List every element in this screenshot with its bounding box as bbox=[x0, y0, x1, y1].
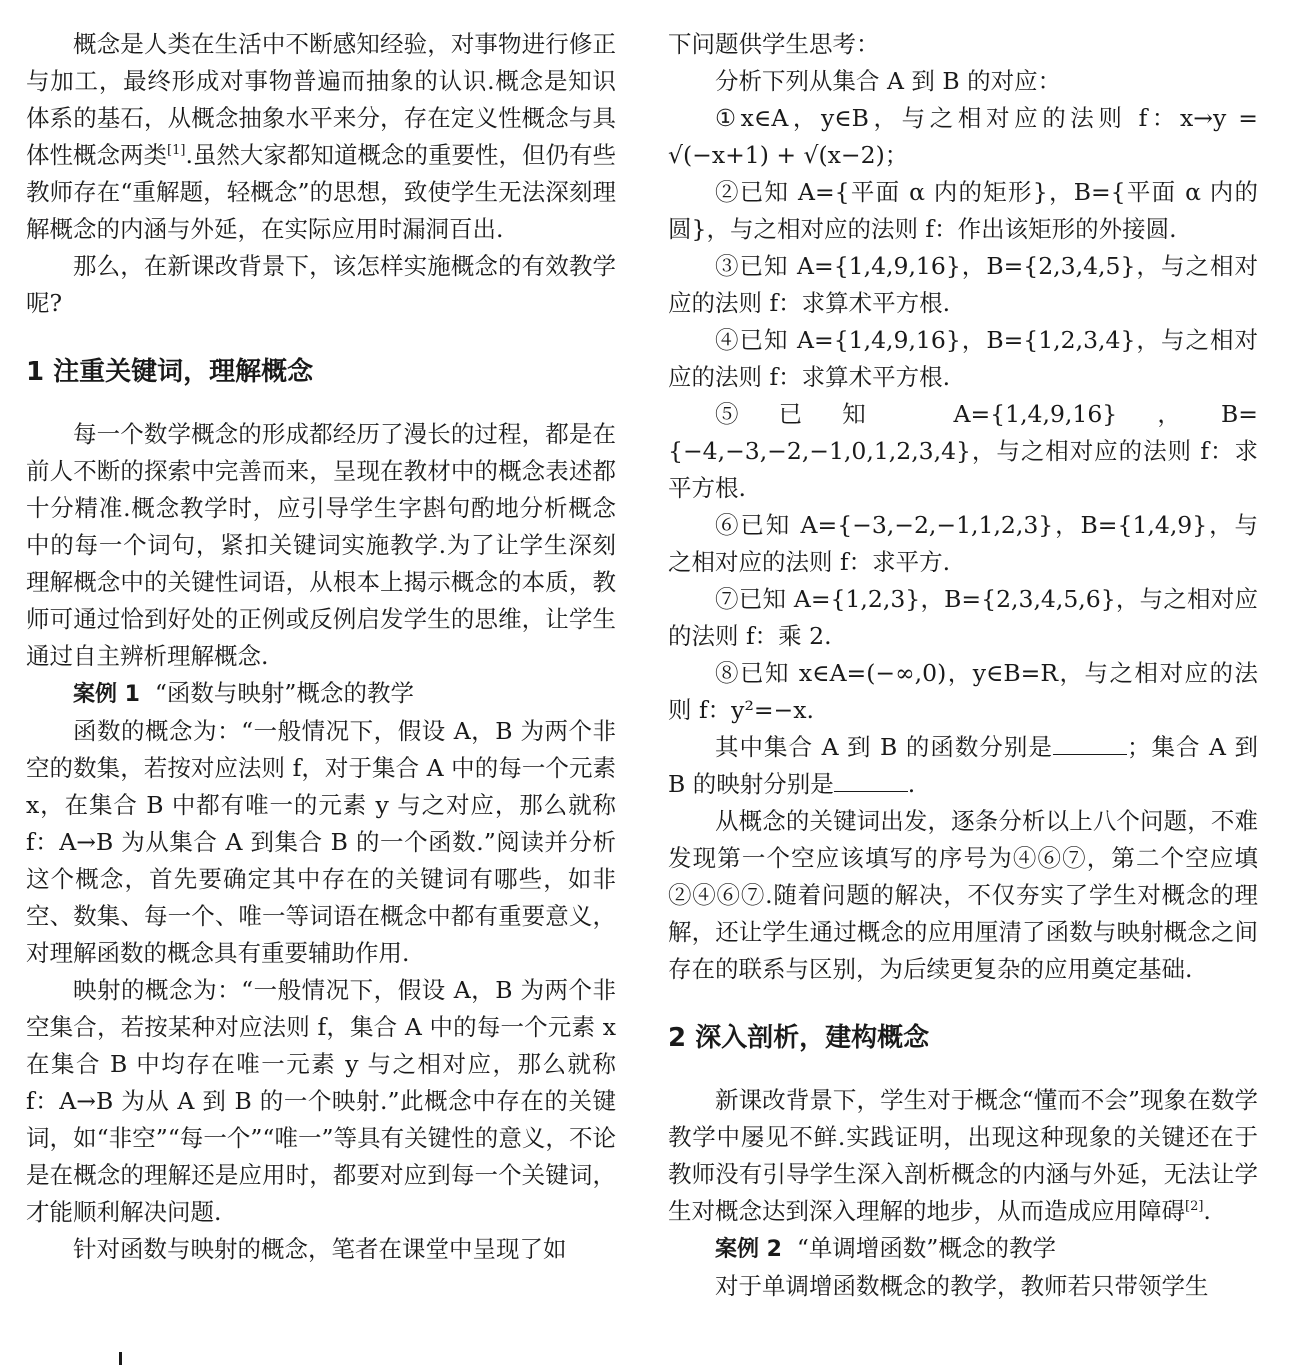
problem-5: ⑤已知 A={1,4,9,16}，B={−4,−3,−2,−1,0,1,2,3,4}，与之相对应的法则 f：求平方根. bbox=[668, 400, 1258, 502]
left-column bbox=[26, 26, 616, 1268]
case-1-label: 案例 1 bbox=[73, 682, 140, 707]
section-1-paragraph: 每一个数学概念的形成都经历了漫长的过程，都是在前人不断的探索中完善而来，呈现在教材中的概念表述都十分精准.概念教学时，应引导学生字斟句酌地分析概念中的每一个词句，紧扣关键词实施教学.为了让学生深刻理解概念中的关键性词语，从根本上揭示概念的本质，教师可通过恰到好处的正例或反例启发学生的思维，让学生通过自主辨析理解概念. bbox=[26, 420, 616, 670]
section-2-heading: 2 深入剖析，建构概念 bbox=[668, 1023, 930, 1053]
analysis-intro: 分析下列从集合 A 到 B 的对应： bbox=[715, 67, 1062, 95]
intro-text-end: .虽然大家都知道概念的重要性，但仍有些教师存在“重解题，轻概念”的思想，致使学生无法深刻理解概念的内涵与外延，在实际应用时漏洞百出. bbox=[26, 141, 616, 243]
case-2-paragraph: 对于单调增函数概念的教学，教师若只带领学生 bbox=[715, 1272, 1209, 1300]
problem-3: ③已知 A={1,4,9,16}，B={2,3,4,5}，与之相对应的法则 f：求算术平方根. bbox=[668, 252, 1258, 317]
citation-1: [1] bbox=[167, 143, 186, 159]
blank-text-2: ；集合 A 到 B 的映射分别是 bbox=[668, 733, 1258, 798]
function-concept-paragraph: 函数的概念为：“一般情况下，假设 A，B 为两个非空的数集，若按对应法则 f，对于集合 A 中的每一个元素 x，在集合 B 中都有唯一的元素 y 与之对应，那么就称 f：A→B 为从集合 A 到集合 B 的一个函数.”阅读并分析这个概念，首先要确定其中存在的关键词有哪些，如非空、数集、每一个、唯一等词语在概念中都有重要意义，对理解函数的概念具有重要辅助作用. bbox=[26, 717, 616, 967]
case-1-heading bbox=[26, 675, 616, 713]
blank-text-1: 其中集合 A 到 B 的函数分别是 bbox=[715, 733, 1053, 761]
continued-paragraph: 下问题供学生思考： bbox=[668, 30, 880, 58]
page-edge-mark bbox=[119, 1352, 122, 1365]
section-2-paragraph bbox=[668, 1082, 1258, 1230]
intro-text: 概念是人类在生活中不断感知经验，对事物进行修正与加工，最终形成对事物普遍而抽象的认识.概念是知识体系的基石，从概念抽象水平来分，存在定义性概念与具体性概念两类 bbox=[26, 30, 616, 169]
section-1-heading: 1 注重关键词，理解概念 bbox=[26, 357, 314, 387]
citation-2: [2] bbox=[1185, 1199, 1204, 1215]
problem-2: ②已知 A={平面 α 内的矩形}，B={平面 α 内的圆}，与之相对应的法则 f：作出该矩形的外接圆. bbox=[668, 178, 1258, 243]
problem-4: ④已知 A={1,4,9,16}，B={1,2,3,4}，与之相对应的法则 f：求算术平方根. bbox=[668, 326, 1258, 391]
section-2-text-end: . bbox=[1203, 1197, 1211, 1225]
problem-6: ⑥已知 A={−3,−2,−1,1,2,3}，B={1,4,9}，与之相对应的法则 f：求平方. bbox=[668, 511, 1258, 576]
transition-paragraph: 针对函数与映射的概念，笔者在课堂中呈现了如 bbox=[73, 1235, 567, 1263]
section-2-text: 新课改背景下，学生对于概念“懂而不会”现象在数学教学中屡见不鲜.实践证明，出现这种现象的关键还在于教师没有引导学生深入剖析概念的内涵与外延，无法让学生对概念达到深入理解的地步，从而造成应用障碍 bbox=[668, 1086, 1258, 1225]
case-2-heading bbox=[668, 1230, 1258, 1268]
fill-blank-question bbox=[668, 729, 1258, 803]
case-1-title: “函数与映射”概念的教学 bbox=[154, 679, 414, 707]
problem-1: ①x∈A，y∈B，与之相对应的法则 f：x→y = √(−x+1) + √(x−2)； bbox=[668, 104, 1258, 169]
case-2-title: “单调增函数”概念的教学 bbox=[796, 1234, 1056, 1262]
question-paragraph: 那么，在新课改背景下，该怎样实施概念的有效教学呢? bbox=[26, 252, 616, 317]
mapping-concept-paragraph: 映射的概念为：“一般情况下，假设 A，B 为两个非空集合，若按某种对应法则 f，集合 A 中的每一个元素 x 在集合 B 中均存在唯一元素 y 与之相对应，那么就称 f：A→B 为从 A 到 B 的一个映射.”此概念中存在的关键词，如“非空”“每一个”“唯一”等具有关键性的意义，不论是在概念的理解还是应用时，都要对应到每一个关键词，才能顺利解决问题. bbox=[26, 976, 616, 1226]
problem-7: ⑦已知 A={1,2,3}，B={2,3,4,5,6}，与之相对应的法则 f：乘 2. bbox=[668, 585, 1258, 650]
problem-8: ⑧已知 x∈A=(−∞,0)，y∈B=R，与之相对应的法则 f：y²=−x. bbox=[668, 659, 1258, 724]
intro-paragraph bbox=[26, 26, 616, 248]
analysis-paragraph: 从概念的关键词出发，逐条分析以上八个问题，不难发现第一个空应该填写的序号为④⑥⑦，第二个空应填②④⑥⑦.随着问题的解决，不仅夯实了学生对概念的理解，还让学生通过概念的应用厘清了函数与映射概念之间存在的联系与区别，为后续更复杂的应用奠定基础. bbox=[668, 807, 1258, 983]
right-column bbox=[668, 26, 1258, 1305]
answer-blank-2 bbox=[834, 767, 908, 792]
answer-blank-1 bbox=[1053, 730, 1127, 755]
blank-text-3: . bbox=[907, 770, 916, 798]
case-2-label: 案例 2 bbox=[715, 1237, 782, 1262]
